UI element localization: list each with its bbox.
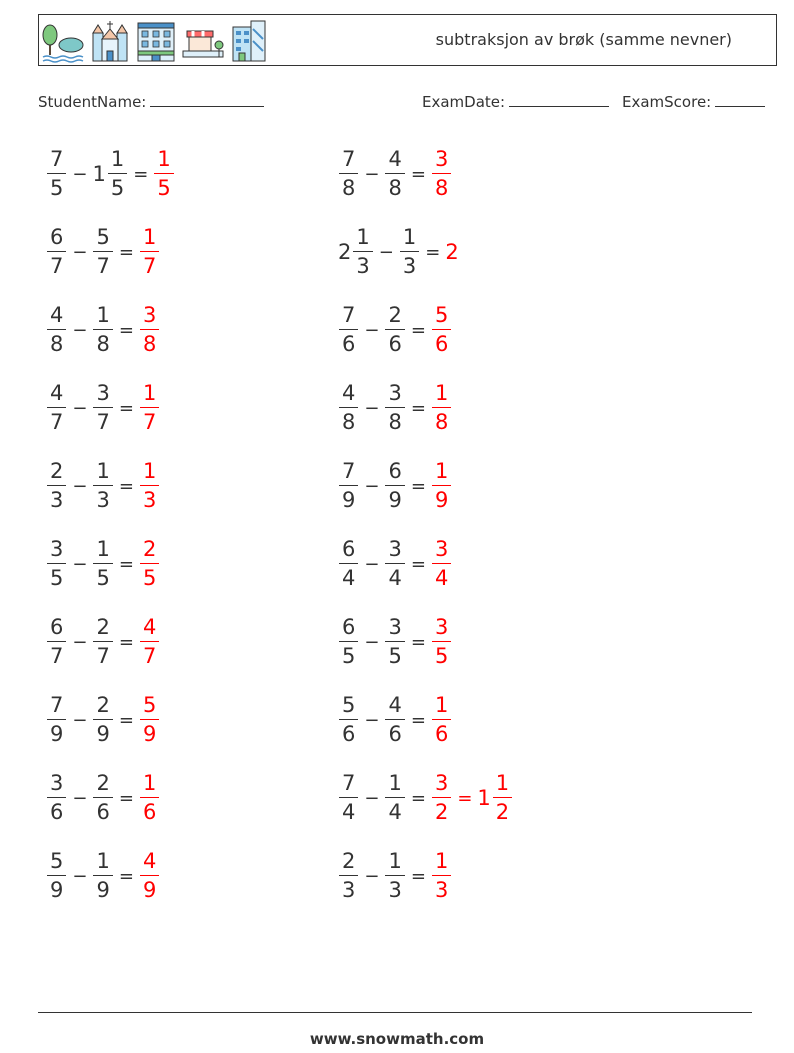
answer-fraction: [432, 617, 451, 667]
minus-sign: −: [72, 397, 88, 419]
answer: [431, 383, 452, 433]
minuend-fraction-denominator: 4: [339, 563, 358, 589]
student-name-label: StudentName:: [38, 93, 147, 111]
exam-score-label: ExamScore:: [622, 93, 712, 111]
minuend-fraction-numerator: 6: [50, 225, 64, 249]
minuend-fraction-numerator: 2: [342, 849, 356, 873]
minuend-fraction-denominator: 9: [47, 875, 66, 901]
subtrahend-fraction: [385, 383, 404, 433]
minus-sign: −: [364, 865, 380, 887]
answer-fraction-numerator: 1: [495, 771, 510, 795]
header-box: [38, 14, 777, 66]
problem-item: [338, 689, 452, 751]
minuend-fraction-denominator: 3: [353, 251, 372, 277]
market-stall-icon: [181, 19, 225, 63]
apartment-building-icon: [135, 19, 177, 63]
subtrahend-fraction-denominator: 3: [400, 251, 419, 277]
answer-fraction: [140, 695, 159, 745]
minus-sign: −: [378, 241, 394, 263]
minuend-fraction-numerator: 5: [50, 849, 64, 873]
problem-item: [338, 845, 452, 907]
minuend-fraction: [47, 305, 66, 355]
subtrahend-fraction: [385, 149, 404, 199]
subtrahend-fraction-whole: 1: [92, 162, 106, 186]
equals-sign: =: [118, 319, 134, 341]
answer-fraction-numerator: 4: [142, 615, 157, 639]
answer-fraction: [140, 617, 159, 667]
exam-score-field: [622, 92, 765, 111]
minuend-fraction: [339, 149, 358, 199]
subtrahend-fraction-denominator: 6: [385, 719, 404, 745]
problem-item: [46, 377, 160, 439]
answer-fraction: [432, 539, 451, 589]
minuend-fraction-numerator: 1: [356, 225, 370, 249]
answer-fraction-numerator: 1: [157, 147, 171, 171]
answer-fraction: [432, 851, 451, 901]
minus-sign: −: [72, 709, 88, 731]
answer-fraction-denominator: 7: [140, 407, 159, 433]
problem-item: [46, 221, 160, 283]
equals-sign: =: [410, 709, 426, 731]
equals-sign: =: [133, 163, 149, 185]
equals-sign: =: [118, 241, 134, 263]
answer-fraction-numerator: 1: [434, 849, 449, 873]
minuend-fraction-denominator: 4: [339, 797, 358, 823]
problem-item: [46, 767, 160, 829]
subtrahend-fraction-numerator: 4: [388, 693, 402, 717]
answer-fraction-denominator: 8: [432, 173, 451, 199]
answer-fraction-denominator: 2: [493, 797, 512, 823]
subtrahend-fraction-denominator: 6: [385, 329, 404, 355]
answer-fraction-numerator: 1: [142, 459, 157, 483]
minuend-fraction: [47, 149, 66, 199]
subtrahend-fraction-denominator: 5: [385, 641, 404, 667]
answer-fraction: [140, 227, 159, 277]
answer-fraction-denominator: 2: [432, 797, 451, 823]
subtrahend-fraction: [400, 227, 419, 277]
subtrahend-fraction: [93, 617, 112, 667]
subtrahend-fraction-numerator: 5: [96, 225, 110, 249]
answer-fraction: [140, 305, 159, 355]
answer-fraction: [432, 461, 451, 511]
minuend-fraction: [339, 461, 358, 511]
subtrahend-fraction-numerator: 1: [402, 225, 417, 249]
subtrahend-fraction: [385, 773, 404, 823]
minus-sign: −: [364, 787, 380, 809]
equals-sign: =: [410, 319, 426, 341]
subtrahend-fraction-numerator: 2: [96, 693, 110, 717]
minuend-fraction-numerator: 6: [50, 615, 64, 639]
answer: [139, 383, 160, 433]
minuend-fraction-numerator: 7: [50, 693, 64, 717]
answer-fraction-denominator: 7: [140, 251, 159, 277]
minus-sign: −: [364, 553, 380, 575]
answer-fraction-numerator: 1: [142, 225, 157, 249]
subtrahend-fraction: [93, 461, 112, 511]
problem-item: [46, 143, 175, 205]
student-name-blank: [150, 92, 264, 107]
subtrahend-fraction-denominator: 4: [385, 563, 404, 589]
minus-sign: −: [72, 553, 88, 575]
problem-item: [46, 299, 160, 361]
minuend-fraction-numerator: 7: [342, 459, 356, 483]
minuend-fraction: [47, 773, 66, 823]
park-icon: [41, 19, 85, 63]
answer-fraction-denominator: 9: [432, 485, 451, 511]
subtrahend-fraction-denominator: 7: [93, 251, 112, 277]
minus-sign: −: [364, 709, 380, 731]
student-name-field: [38, 92, 264, 111]
answer-fraction-denominator: 5: [432, 641, 451, 667]
minuend-fraction-denominator: 9: [47, 719, 66, 745]
subtrahend-fraction-denominator: 4: [385, 797, 404, 823]
answer-fraction-numerator: 3: [434, 771, 449, 795]
subtrahend-fraction-denominator: 9: [93, 719, 112, 745]
subtrahend-fraction: [385, 851, 404, 901]
office-tower-icon: [229, 19, 269, 63]
minuend-fraction-numerator: 5: [342, 693, 356, 717]
subtrahend-fraction: [93, 227, 112, 277]
minuend-fraction-numerator: 3: [50, 771, 64, 795]
equals-sign: =: [410, 865, 426, 887]
minuend-fraction: [339, 305, 358, 355]
answer: [139, 227, 160, 277]
answer: [431, 539, 452, 589]
equals-sign: =: [118, 709, 134, 731]
exam-date-blank: [509, 92, 609, 107]
subtrahend-fraction-denominator: 8: [93, 329, 112, 355]
answer-fraction-denominator: 3: [432, 875, 451, 901]
minus-sign: −: [364, 163, 380, 185]
subtrahend-fraction-numerator: 2: [388, 303, 402, 327]
subtrahend-fraction: [108, 149, 127, 199]
equals-sign: =: [410, 475, 426, 497]
answer-fraction: [140, 461, 159, 511]
problem-item: [338, 377, 452, 439]
answer-fraction-numerator: 5: [434, 303, 449, 327]
answer-fraction-numerator: 2: [142, 537, 157, 561]
answer-fraction: [140, 773, 159, 823]
minuend-fraction-numerator: 2: [50, 459, 64, 483]
subtrahend-fraction-numerator: 3: [388, 615, 402, 639]
answer-fraction: [432, 773, 451, 823]
answer: [431, 149, 452, 199]
subtrahend-fraction-denominator: 3: [385, 875, 404, 901]
minuend-fraction: [47, 617, 66, 667]
subtrahend-fraction-denominator: 8: [385, 173, 404, 199]
subtrahend-fraction: [385, 617, 404, 667]
answer: [139, 539, 160, 589]
minus-sign: −: [364, 631, 380, 653]
answer: [139, 695, 160, 745]
subtrahend-fraction: [93, 305, 112, 355]
minuend-fraction-denominator: 6: [47, 797, 66, 823]
answer-fraction-numerator: 1: [142, 381, 157, 405]
subtrahend-fraction-denominator: 6: [93, 797, 112, 823]
answer-fraction-numerator: 4: [142, 849, 157, 873]
problem-item: [46, 455, 160, 517]
problem-item: [338, 143, 452, 205]
subtrahend-fraction: [385, 461, 404, 511]
minus-sign: −: [72, 787, 88, 809]
answer-fraction: [140, 383, 159, 433]
equals-sign: =: [410, 787, 426, 809]
answer-fraction-numerator: 1: [434, 693, 449, 717]
answer-fraction: [493, 773, 512, 823]
subtrahend-fraction: [93, 695, 112, 745]
minuend-fraction-denominator: 7: [47, 251, 66, 277]
minuend-fraction-denominator: 6: [339, 329, 358, 355]
minus-sign: −: [72, 631, 88, 653]
minuend-fraction-numerator: 4: [50, 381, 64, 405]
problem-item: [338, 611, 452, 673]
minuend-fraction: [47, 227, 66, 277]
answer-fraction-numerator: 5: [142, 693, 157, 717]
minuend-fraction-numerator: 4: [342, 381, 356, 405]
subtrahend-fraction-denominator: 8: [385, 407, 404, 433]
minuend-fraction: [339, 695, 358, 745]
equals-sign: =: [118, 865, 134, 887]
minus-sign: −: [364, 319, 380, 341]
problem-item: [338, 221, 460, 283]
minuend-fraction-denominator: 9: [339, 485, 358, 511]
answer: [431, 617, 452, 667]
equals-sign: =: [118, 553, 134, 575]
subtrahend-fraction-denominator: 5: [93, 563, 112, 589]
subtrahend-fraction: [93, 383, 112, 433]
answer-fraction-denominator: 8: [432, 407, 451, 433]
minuend-fraction: [47, 695, 66, 745]
minuend-fraction: [47, 851, 66, 901]
answer-fraction-numerator: 1: [142, 771, 157, 795]
subtrahend-fraction-numerator: 1: [388, 771, 402, 795]
equals-sign: =: [118, 475, 134, 497]
answer-fraction-denominator: 6: [432, 719, 451, 745]
worksheet-title: subtraksjon av brøk (samme nevner): [435, 30, 732, 49]
problem-item: [338, 533, 452, 595]
subtrahend-fraction: [93, 773, 112, 823]
subtrahend-fraction-numerator: 2: [96, 771, 110, 795]
minuend-fraction: [47, 539, 66, 589]
problem-item: [46, 533, 160, 595]
answer-equals-sign: =: [457, 787, 473, 809]
exam-score-blank: [715, 92, 765, 107]
minuend-fraction-denominator: 8: [339, 407, 358, 433]
minuend-fraction-denominator: 7: [47, 407, 66, 433]
subtrahend-fraction: [385, 305, 404, 355]
answer-fraction-denominator: 6: [432, 329, 451, 355]
subtrahend-fraction-numerator: 1: [96, 849, 110, 873]
subtrahend-fraction: [93, 851, 112, 901]
problem-item: [338, 455, 452, 517]
exam-date-field: [422, 92, 609, 111]
answer-fraction: [140, 539, 159, 589]
answer-fraction-denominator: 3: [140, 485, 159, 511]
subtrahend-fraction-numerator: 4: [388, 147, 402, 171]
minus-sign: −: [72, 865, 88, 887]
equals-sign: =: [410, 397, 426, 419]
answer-fraction-denominator: 5: [154, 173, 173, 199]
answer: [139, 305, 160, 355]
subtrahend-fraction-denominator: 7: [93, 641, 112, 667]
minuend-fraction-denominator: 5: [339, 641, 358, 667]
problem-item: [338, 767, 513, 829]
answer-fraction-numerator: 1: [434, 459, 449, 483]
header-icons: [41, 19, 269, 63]
problem-item: [46, 689, 160, 751]
church-icon: [89, 19, 131, 63]
subtrahend-fraction-denominator: 3: [93, 485, 112, 511]
minuend-fraction-numerator: 7: [50, 147, 64, 171]
minuend-fraction-numerator: 3: [50, 537, 64, 561]
answer-fraction: [432, 695, 451, 745]
exam-date-label: ExamDate:: [422, 93, 506, 111]
subtrahend-fraction: [385, 539, 404, 589]
minuend-fraction: [339, 773, 358, 823]
answer-fraction-denominator: 8: [140, 329, 159, 355]
answer: [431, 461, 452, 511]
answer-fraction-numerator: 1: [434, 381, 449, 405]
answer-fraction-whole: 2: [445, 240, 459, 264]
minuend-fraction: [339, 617, 358, 667]
minuend-fraction-numerator: 4: [50, 303, 64, 327]
minuend-fraction-denominator: 8: [47, 329, 66, 355]
answer-fraction: [432, 305, 451, 355]
answer-fraction-numerator: 3: [434, 537, 449, 561]
equals-sign: =: [410, 553, 426, 575]
answer: [431, 695, 452, 745]
answer-fraction: [140, 851, 159, 901]
subtrahend-fraction-numerator: 1: [96, 537, 110, 561]
answer: [139, 851, 160, 901]
minuend-fraction: [339, 539, 358, 589]
minuend-fraction-numerator: 6: [342, 537, 356, 561]
subtrahend-fraction-denominator: 9: [93, 875, 112, 901]
minuend-fraction-denominator: 3: [47, 485, 66, 511]
equals-sign: =: [118, 631, 134, 653]
minuend-fraction: [47, 383, 66, 433]
answer-fraction: [154, 149, 173, 199]
footer-url: www.snowmath.com: [309, 1030, 485, 1048]
minus-sign: −: [364, 475, 380, 497]
minuend-fraction-denominator: 8: [339, 173, 358, 199]
minuend-fraction: [339, 383, 358, 433]
minuend-fraction: [47, 461, 66, 511]
minuend-fraction-whole: 2: [338, 240, 352, 264]
answer-fraction: [432, 383, 451, 433]
minuend-fraction: [339, 851, 358, 901]
subtrahend-fraction: [93, 539, 112, 589]
subtrahend-fraction-denominator: 5: [108, 173, 127, 199]
answer-fraction-denominator: 9: [140, 719, 159, 745]
subtrahend-fraction-denominator: 7: [93, 407, 112, 433]
minus-sign: −: [364, 397, 380, 419]
subtrahend-fraction-numerator: 3: [388, 537, 402, 561]
answer-fraction-whole: 1: [477, 786, 491, 810]
subtrahend-fraction: [385, 695, 404, 745]
answer: [431, 851, 452, 901]
minuend-fraction-numerator: 7: [342, 303, 356, 327]
minuend-fraction-denominator: 3: [339, 875, 358, 901]
answer: [445, 240, 459, 264]
equals-sign: =: [410, 631, 426, 653]
equals-sign: =: [118, 787, 134, 809]
minuend-fraction-numerator: 6: [342, 615, 356, 639]
minuend-fraction-denominator: 7: [47, 641, 66, 667]
problem-item: [338, 299, 452, 361]
answer-fraction-denominator: 6: [140, 797, 159, 823]
answer-fraction-denominator: 9: [140, 875, 159, 901]
subtrahend-fraction-numerator: 3: [388, 381, 402, 405]
minus-sign: −: [72, 163, 88, 185]
equals-sign: =: [118, 397, 134, 419]
minus-sign: −: [72, 475, 88, 497]
subtrahend-fraction-numerator: 2: [96, 615, 110, 639]
answer-fraction-denominator: 4: [432, 563, 451, 589]
answer: [139, 617, 160, 667]
subtrahend-fraction-numerator: 1: [96, 459, 110, 483]
answer-fraction-denominator: 5: [140, 563, 159, 589]
minuend-fraction-denominator: 5: [47, 173, 66, 199]
minuend-fraction-denominator: 5: [47, 563, 66, 589]
answer: [139, 773, 160, 823]
answer: [431, 773, 513, 823]
minus-sign: −: [72, 319, 88, 341]
subtrahend-fraction-numerator: 6: [388, 459, 402, 483]
answer-fraction-numerator: 3: [434, 147, 449, 171]
minuend-fraction-denominator: 6: [339, 719, 358, 745]
answer: [139, 461, 160, 511]
equals-sign: =: [410, 163, 426, 185]
subtrahend-fraction-numerator: 1: [110, 147, 125, 171]
answer-fraction-denominator: 7: [140, 641, 159, 667]
equals-sign: =: [425, 241, 441, 263]
minus-sign: −: [72, 241, 88, 263]
answer-fraction-numerator: 3: [434, 615, 449, 639]
minuend-fraction-numerator: 7: [342, 771, 356, 795]
minuend-fraction: [353, 227, 372, 277]
answer-fraction: [432, 149, 451, 199]
footer-divider: [38, 1012, 752, 1013]
minuend-fraction-numerator: 7: [342, 147, 356, 171]
subtrahend-fraction-numerator: 1: [388, 849, 402, 873]
answer: [153, 149, 174, 199]
answer-fraction-numerator: 3: [142, 303, 157, 327]
subtrahend-fraction-numerator: 3: [96, 381, 110, 405]
subtrahend-fraction-denominator: 9: [385, 485, 404, 511]
problem-item: [46, 845, 160, 907]
problem-item: [46, 611, 160, 673]
subtrahend-fraction-numerator: 1: [96, 303, 110, 327]
answer: [431, 305, 452, 355]
